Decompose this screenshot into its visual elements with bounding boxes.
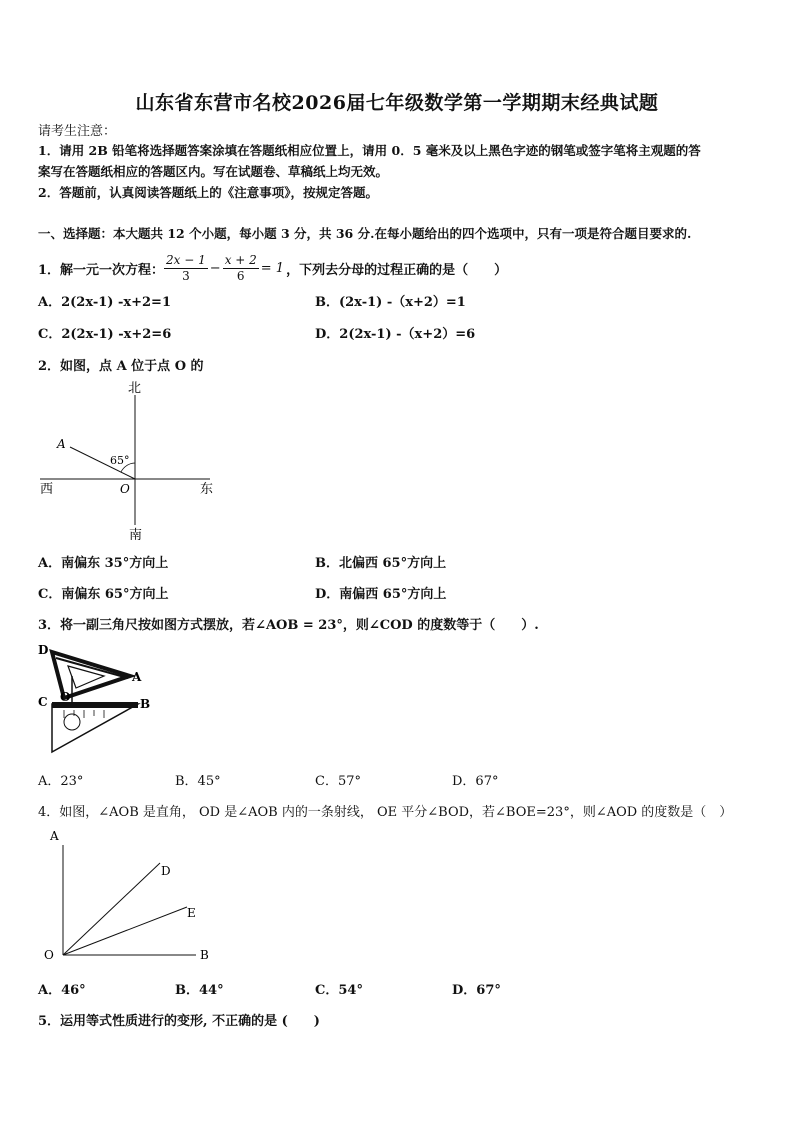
equals-one: = 1 <box>260 260 285 276</box>
question-4-option-c[interactable]: C．54° <box>315 983 363 998</box>
question-4-option-d[interactable]: D．67° <box>452 983 501 998</box>
section-heading: 一、选择题：本大题共 12 个小题，每小题 3 分，共 36 分.在每小题给出的四个选项中，只有一项是符合题目要求的. <box>38 226 692 241</box>
label-north: 北 <box>128 381 142 396</box>
question-2-option-a[interactable]: A．南偏东 35°方向上 <box>38 556 169 571</box>
compass-figure <box>30 375 230 545</box>
fraction-2-numerator: x + 2 <box>224 252 257 267</box>
question-3-option-d[interactable]: D．67° <box>452 774 499 789</box>
question-2-option-b[interactable]: B．北偏西 65°方向上 <box>315 556 447 571</box>
label-west: 西 <box>40 482 54 497</box>
notice-item-2: 2．答题前，认真阅读答题纸上的《注意事项》，按规定答题。 <box>38 185 378 200</box>
ray-oe <box>63 907 187 955</box>
question-4-stem: 4．如图，∠AOB 是直角， OD 是∠AOB 内的一条射线， OE 平分∠BOD，若∠BOE=23°，则∠AOD 的度数是（ ） <box>38 805 733 820</box>
question-2-option-d[interactable]: D．南偏西 65°方向上 <box>315 587 447 602</box>
fraction-1-denominator: 3 <box>182 268 190 283</box>
angle-figure <box>34 825 224 970</box>
label-d: D <box>38 643 49 657</box>
fraction-2 <box>223 253 259 284</box>
page-title: 山东省东营市名校2026届七年级数学第一学期期末经典试题 <box>135 92 659 114</box>
question-1-option-d[interactable]: D．2(2x-1) -（x+2）=6 <box>315 327 476 342</box>
notice-heading: 请考生注意： <box>38 124 117 139</box>
question-2-option-c[interactable]: C．南偏东 65°方向上 <box>38 587 169 602</box>
question-5-stem: 5．运用等式性质进行的变形, 不正确的是 ( ) <box>38 1014 320 1029</box>
label-a: A <box>132 670 142 684</box>
label-c: C <box>38 695 48 709</box>
triangle-rulers-figure <box>34 640 164 760</box>
notice-item-1-line-2: 案写在答题纸相应的答题区内。写在试题卷、草稿纸上均无效。 <box>38 164 389 179</box>
question-3-option-c[interactable]: C．57° <box>315 774 361 789</box>
question-1-suffix: ，下列去分母的过程正确的是（ ） <box>286 262 508 278</box>
label-east: 东 <box>200 482 214 497</box>
label-angle: 65° <box>110 454 130 467</box>
question-3-option-a[interactable]: A．23° <box>38 774 84 789</box>
question-3-option-b[interactable]: B．45° <box>175 774 221 789</box>
fraction-1-numerator: 2x − 1 <box>166 252 206 267</box>
question-4-option-a[interactable]: A．46° <box>38 983 86 998</box>
label-south: 南 <box>129 528 143 543</box>
question-3-stem: 3．将一副三角尺按如图方式摆放，若∠AOB = 23°，则∠COD 的度数等于（ ）. <box>38 618 539 633</box>
ray-od <box>63 863 160 955</box>
label-point-o: O <box>120 482 130 496</box>
question-4-option-b[interactable]: B．44° <box>175 983 224 998</box>
question-1-option-b[interactable]: B．(2x-1) -（x+2）=1 <box>315 295 466 310</box>
label-a: A <box>50 829 59 843</box>
question-1-option-a[interactable]: A．2(2x-1) -x+2=1 <box>38 295 171 310</box>
label-e: E <box>187 906 196 920</box>
question-2-stem: 2．如图，点 A 位于点 O 的 <box>38 359 204 374</box>
label-b: B <box>140 697 151 711</box>
label-o: O <box>60 690 71 704</box>
label-point-a: A <box>57 437 66 451</box>
question-1-option-c[interactable]: C．2(2x-1) -x+2=6 <box>38 327 172 342</box>
notice-item-1-line-1: 1．请用 2B 铅笔将选择题答案涂填在答题纸相应位置上，请用 0．5 毫米及以上黑色字迹的钢笔或签字笔将主观题的答 <box>38 143 701 158</box>
question-1-stem <box>38 248 507 288</box>
minus-sign: − <box>209 260 221 276</box>
fraction-2-denominator: 6 <box>236 268 245 283</box>
question-1-prefix: 1．解一元一次方程： <box>38 262 165 278</box>
label-o: O <box>44 948 54 962</box>
label-b: B <box>200 948 209 962</box>
label-d: D <box>161 864 171 878</box>
lower-triangle-ruler <box>52 704 138 752</box>
fraction-1 <box>164 253 208 284</box>
